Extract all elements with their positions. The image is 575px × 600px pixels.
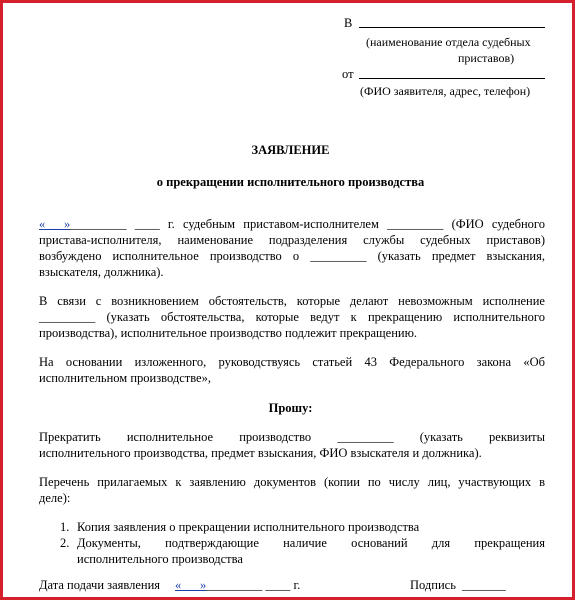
attachment-1-num: 1.	[60, 520, 70, 534]
to-blank-line	[359, 27, 545, 28]
to-prefix: В	[344, 16, 353, 30]
para4-line2: исполнительного производства, предмет взыскания, ФИО взыскателя и должника).	[39, 446, 482, 460]
request-heading: Прошу:	[268, 401, 313, 415]
para5-line2: деле):	[39, 491, 71, 505]
date-label: Дата подачи заявления	[39, 578, 161, 592]
applicant-caption: (ФИО заявителя, адрес, телефон)	[360, 84, 531, 98]
document-subtitle: о прекращении исполнительного производства	[156, 175, 425, 189]
attachment-2-text-line2: исполнительного производства	[77, 552, 243, 566]
para5-line1: Перечень прилагаемых к заявлению документов (копии по числу лиц, участвующих в	[39, 475, 545, 489]
dept-caption-1: (наименование отдела судебных	[366, 35, 531, 49]
para1-line1	[39, 216, 545, 232]
attachment-2-text-line1: Документы, подтверждающие наличие оснований для прекращения	[77, 536, 545, 550]
attachment-2-num: 2.	[60, 536, 70, 550]
date-quote: «___»	[39, 217, 71, 231]
para1-rest1: _________ ____ г. судебным приставом-исполнителем _________ (ФИО судебного	[70, 217, 545, 231]
para1-line2: пристава-исполнителя, наименование подразделения службы судебных приставов)	[39, 233, 545, 247]
signature-blank: _______	[462, 578, 506, 592]
footer-date-rest: _________ ____ г.	[206, 578, 301, 592]
para2-line1: В связи с возникновением обстоятельств, которые делают невозможным исполнение	[39, 294, 545, 308]
para1-line4: взыскателя, должника).	[39, 265, 164, 279]
attachment-1-text: Копия заявления о прекращении исполнительного производства	[77, 520, 420, 534]
dept-caption-2: приставов)	[458, 51, 515, 65]
from-blank-line	[359, 78, 545, 79]
para3-line2: исполнительном производстве»,	[39, 371, 211, 385]
para3-line1: На основании изложенного, руководствуясь статьей 43 Федерального закона «Об	[39, 355, 545, 369]
para1-line3: возбуждено исполнительное производство о _________ (указать предмет взыскания,	[39, 249, 545, 263]
signature-label: Подпись	[410, 578, 456, 592]
document-title: ЗАЯВЛЕНИЕ	[251, 143, 330, 157]
para4-line1: Прекратить исполнительное производство _________ (указать реквизиты	[39, 430, 545, 444]
from-prefix: от	[342, 67, 354, 81]
para2-line3: производства), исполнительное производство подлежит прекращению.	[39, 326, 418, 340]
footer-date-quote: «___»	[175, 578, 207, 592]
para2-line2: _________ (указать обстоятельства, которые ведут к прекращению исполнительного	[39, 310, 545, 324]
